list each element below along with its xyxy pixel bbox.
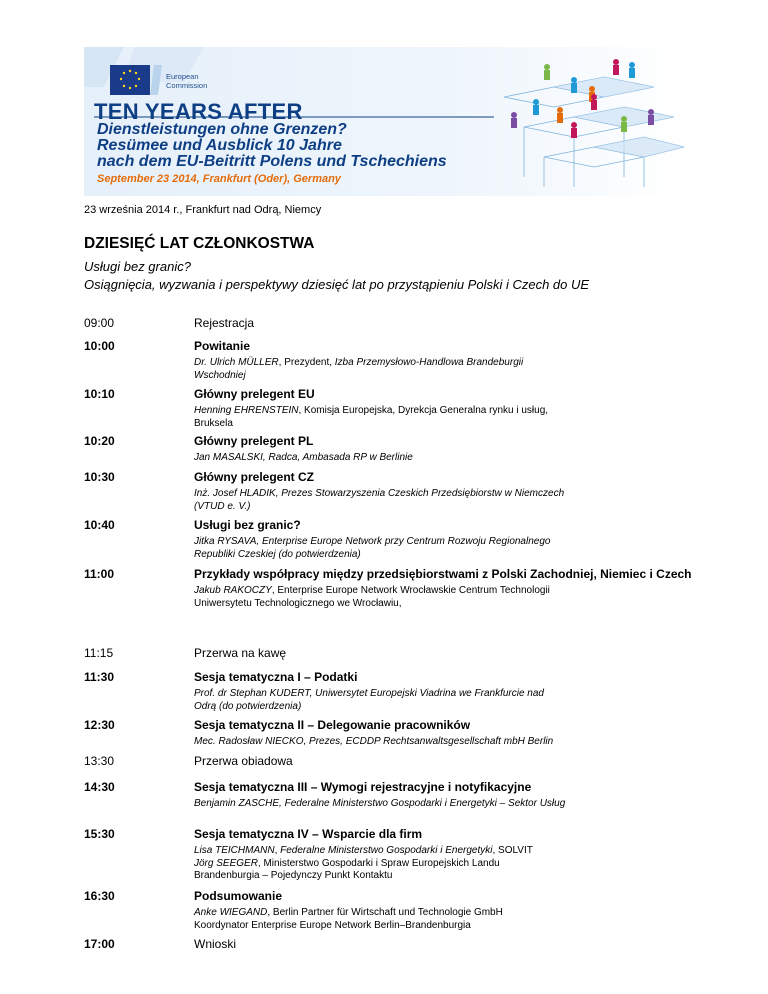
speaker-line: Anke WIEGAND, Berlin Partner für Wirtschaft und Technologie GmbH bbox=[194, 907, 503, 918]
agenda-speaker bbox=[194, 845, 694, 883]
agenda-content bbox=[194, 567, 694, 610]
agenda-time: 13:30 bbox=[84, 754, 115, 768]
agenda-title: Przerwa na kawę bbox=[194, 646, 287, 660]
speaker-line: Brandenburgia – Pojedynczy Punkt Kontaktu bbox=[194, 870, 393, 881]
speaker-line: Inż. Josef HLADIK, Prezes Stowarzyszenia Czeskich Przedsiębiorstw w Niemczech bbox=[194, 488, 565, 499]
speaker-line: Koordynator Enterprise Europe Network Berlin–Brandenburgia bbox=[194, 919, 471, 931]
banner-subtitle-line: nach dem EU-Beitritt Polens und Tschechiens bbox=[97, 153, 447, 170]
speaker-line: Henning EHRENSTEIN, Komisja Europejska, Dyrekcja Generalna rynku i usług, bbox=[194, 405, 549, 416]
agenda-time: 10:30 bbox=[84, 470, 115, 484]
agenda-time: 17:00 bbox=[84, 937, 115, 951]
date-location: 23 września 2014 r., Frankfurt nad Odrą, Niemcy bbox=[84, 204, 322, 216]
speaker-line: Mec. Radosław NIECKO, Prezes, ECDDP Rechtsanwaltsgesellschaft mbH Berlin bbox=[194, 736, 554, 747]
agenda-time: 11:30 bbox=[84, 670, 115, 684]
agenda-title: Przykłady współpracy między przedsiębiorstwami z Polski Zachodniej, Niemiec i Czech bbox=[194, 567, 692, 581]
agenda-speaker bbox=[194, 452, 694, 465]
agenda-speaker bbox=[194, 907, 694, 932]
agenda-time: 15:30 bbox=[84, 827, 115, 841]
agenda-content bbox=[194, 316, 694, 330]
subtitle-line: Usługi bez granic? bbox=[84, 259, 191, 274]
agenda-content bbox=[194, 470, 694, 513]
agenda-speaker bbox=[194, 488, 694, 513]
agenda-title: Główny prelegent PL bbox=[194, 434, 314, 448]
agenda-title: Wnioski bbox=[194, 937, 237, 951]
agenda-content bbox=[194, 387, 694, 430]
agenda-title: Podsumowanie bbox=[194, 889, 283, 903]
banner-title: TEN YEARS AFTER bbox=[94, 99, 303, 124]
agenda-content bbox=[194, 754, 694, 768]
agenda-time: 14:30 bbox=[84, 780, 115, 794]
agenda-title: Główny prelegent CZ bbox=[194, 470, 315, 484]
agenda-title: Powitanie bbox=[194, 339, 251, 353]
banner-subtitle-line: Dienstleistungen ohne Grenzen? bbox=[97, 121, 347, 138]
agenda-content bbox=[194, 718, 694, 749]
agenda-content bbox=[194, 827, 694, 883]
speaker-line: Wschodniej bbox=[194, 369, 246, 381]
banner-event-date: September 23 2014, Frankfurt (Oder), Germany bbox=[97, 173, 341, 185]
agenda-content bbox=[194, 434, 694, 465]
page-subtitle bbox=[84, 258, 589, 294]
agenda-speaker bbox=[194, 405, 694, 430]
ec-logo bbox=[110, 65, 162, 95]
speaker-line: Jan MASALSKI, Radca, Ambasada RP w Berlinie bbox=[194, 452, 413, 463]
speaker-line: Benjamin ZASCHE, Federalne Ministerstwo Gospodarki i Energetyki – Sektor Usług bbox=[194, 798, 566, 809]
agenda-speaker bbox=[194, 536, 694, 561]
banner-subtitle bbox=[97, 122, 447, 170]
agenda-title: Główny prelegent EU bbox=[194, 387, 315, 401]
agenda-content bbox=[194, 339, 694, 382]
agenda-content bbox=[194, 780, 694, 811]
agenda-title: Rejestracja bbox=[194, 316, 255, 330]
agenda-time: 11:15 bbox=[84, 646, 114, 660]
speaker-line: Odrą (do potwierdzenia) bbox=[194, 700, 302, 712]
agenda-speaker bbox=[194, 585, 694, 610]
page-title: DZIESIĘĆ LAT CZŁONKOSTWA bbox=[84, 235, 315, 252]
agenda-time: 11:00 bbox=[84, 567, 115, 581]
speaker-line: Jörg SEEGER, Ministerstwo Gospodarki i Spraw Europejskich Landu bbox=[194, 857, 500, 869]
agenda-speaker bbox=[194, 798, 694, 811]
agenda-title: Sesja tematyczna III – Wymogi rejestracyjne i notyfikacyjne bbox=[194, 780, 532, 794]
ec-name: European Commission bbox=[166, 72, 208, 90]
speaker-line: Jakub RAKOCZY, Enterprise Europe Network Wrocławskie Centrum Technologii bbox=[194, 585, 550, 596]
agenda-time: 10:40 bbox=[84, 518, 115, 532]
agenda-time: 10:00 bbox=[84, 339, 115, 353]
speaker-line: Lisa TEICHMANN, Federalne Ministerstwo Gospodarki i Energetyki, SOLVIT bbox=[194, 845, 533, 856]
agenda-title: Usługi bez granic? bbox=[194, 518, 301, 532]
speaker-line: Jitka RYSAVA, Enterprise Europe Network przy Centrum Rozwoju Regionalnego bbox=[194, 536, 551, 547]
agenda-content bbox=[194, 518, 694, 561]
agenda-content bbox=[194, 670, 694, 713]
agenda-time: 10:20 bbox=[84, 434, 115, 448]
agenda-time: 16:30 bbox=[84, 889, 115, 903]
subtitle-line: Osiągnięcia, wyzwania i perspektywy dziesięć lat po przystąpieniu Polski i Czech do UE bbox=[84, 277, 590, 292]
agenda-content bbox=[194, 937, 694, 951]
agenda-title: Przerwa obiadowa bbox=[194, 754, 293, 768]
agenda-time: 09:00 bbox=[84, 316, 115, 330]
speaker-line: (VTUD e. V.) bbox=[194, 500, 251, 512]
agenda-speaker bbox=[194, 357, 694, 382]
agenda-time: 10:10 bbox=[84, 387, 115, 401]
agenda-time: 12:30 bbox=[84, 718, 115, 732]
speaker-line: Bruksela bbox=[194, 417, 233, 429]
speaker-line: Prof. dr Stephan KUDERT, Uniwersytet Europejski Viadrina we Frankfurcie nad bbox=[194, 688, 544, 699]
speaker-line: Uniwersytetu Technologicznego we Wrocławiu, bbox=[194, 597, 402, 609]
agenda-content bbox=[194, 889, 694, 932]
agenda-content bbox=[194, 646, 694, 660]
speaker-line: Dr. Ulrich MÜLLER, Prezydent, Izba Przemysłowo-Handlowa Brandeburgii bbox=[194, 357, 524, 368]
agenda-title: Sesja tematyczna I – Podatki bbox=[194, 670, 358, 684]
agenda-speaker bbox=[194, 736, 694, 749]
speaker-line: Republiki Czeskiej (do potwierdzenia) bbox=[194, 548, 361, 560]
agenda-speaker bbox=[194, 688, 694, 713]
agenda-title: Sesja tematyczna IV – Wsparcie dla firm bbox=[194, 827, 423, 841]
banner-subtitle-line: Resümee und Ausblick 10 Jahre bbox=[97, 137, 342, 154]
agenda-title: Sesja tematyczna II – Delegowanie pracowników bbox=[194, 718, 471, 732]
event-banner bbox=[84, 47, 688, 196]
